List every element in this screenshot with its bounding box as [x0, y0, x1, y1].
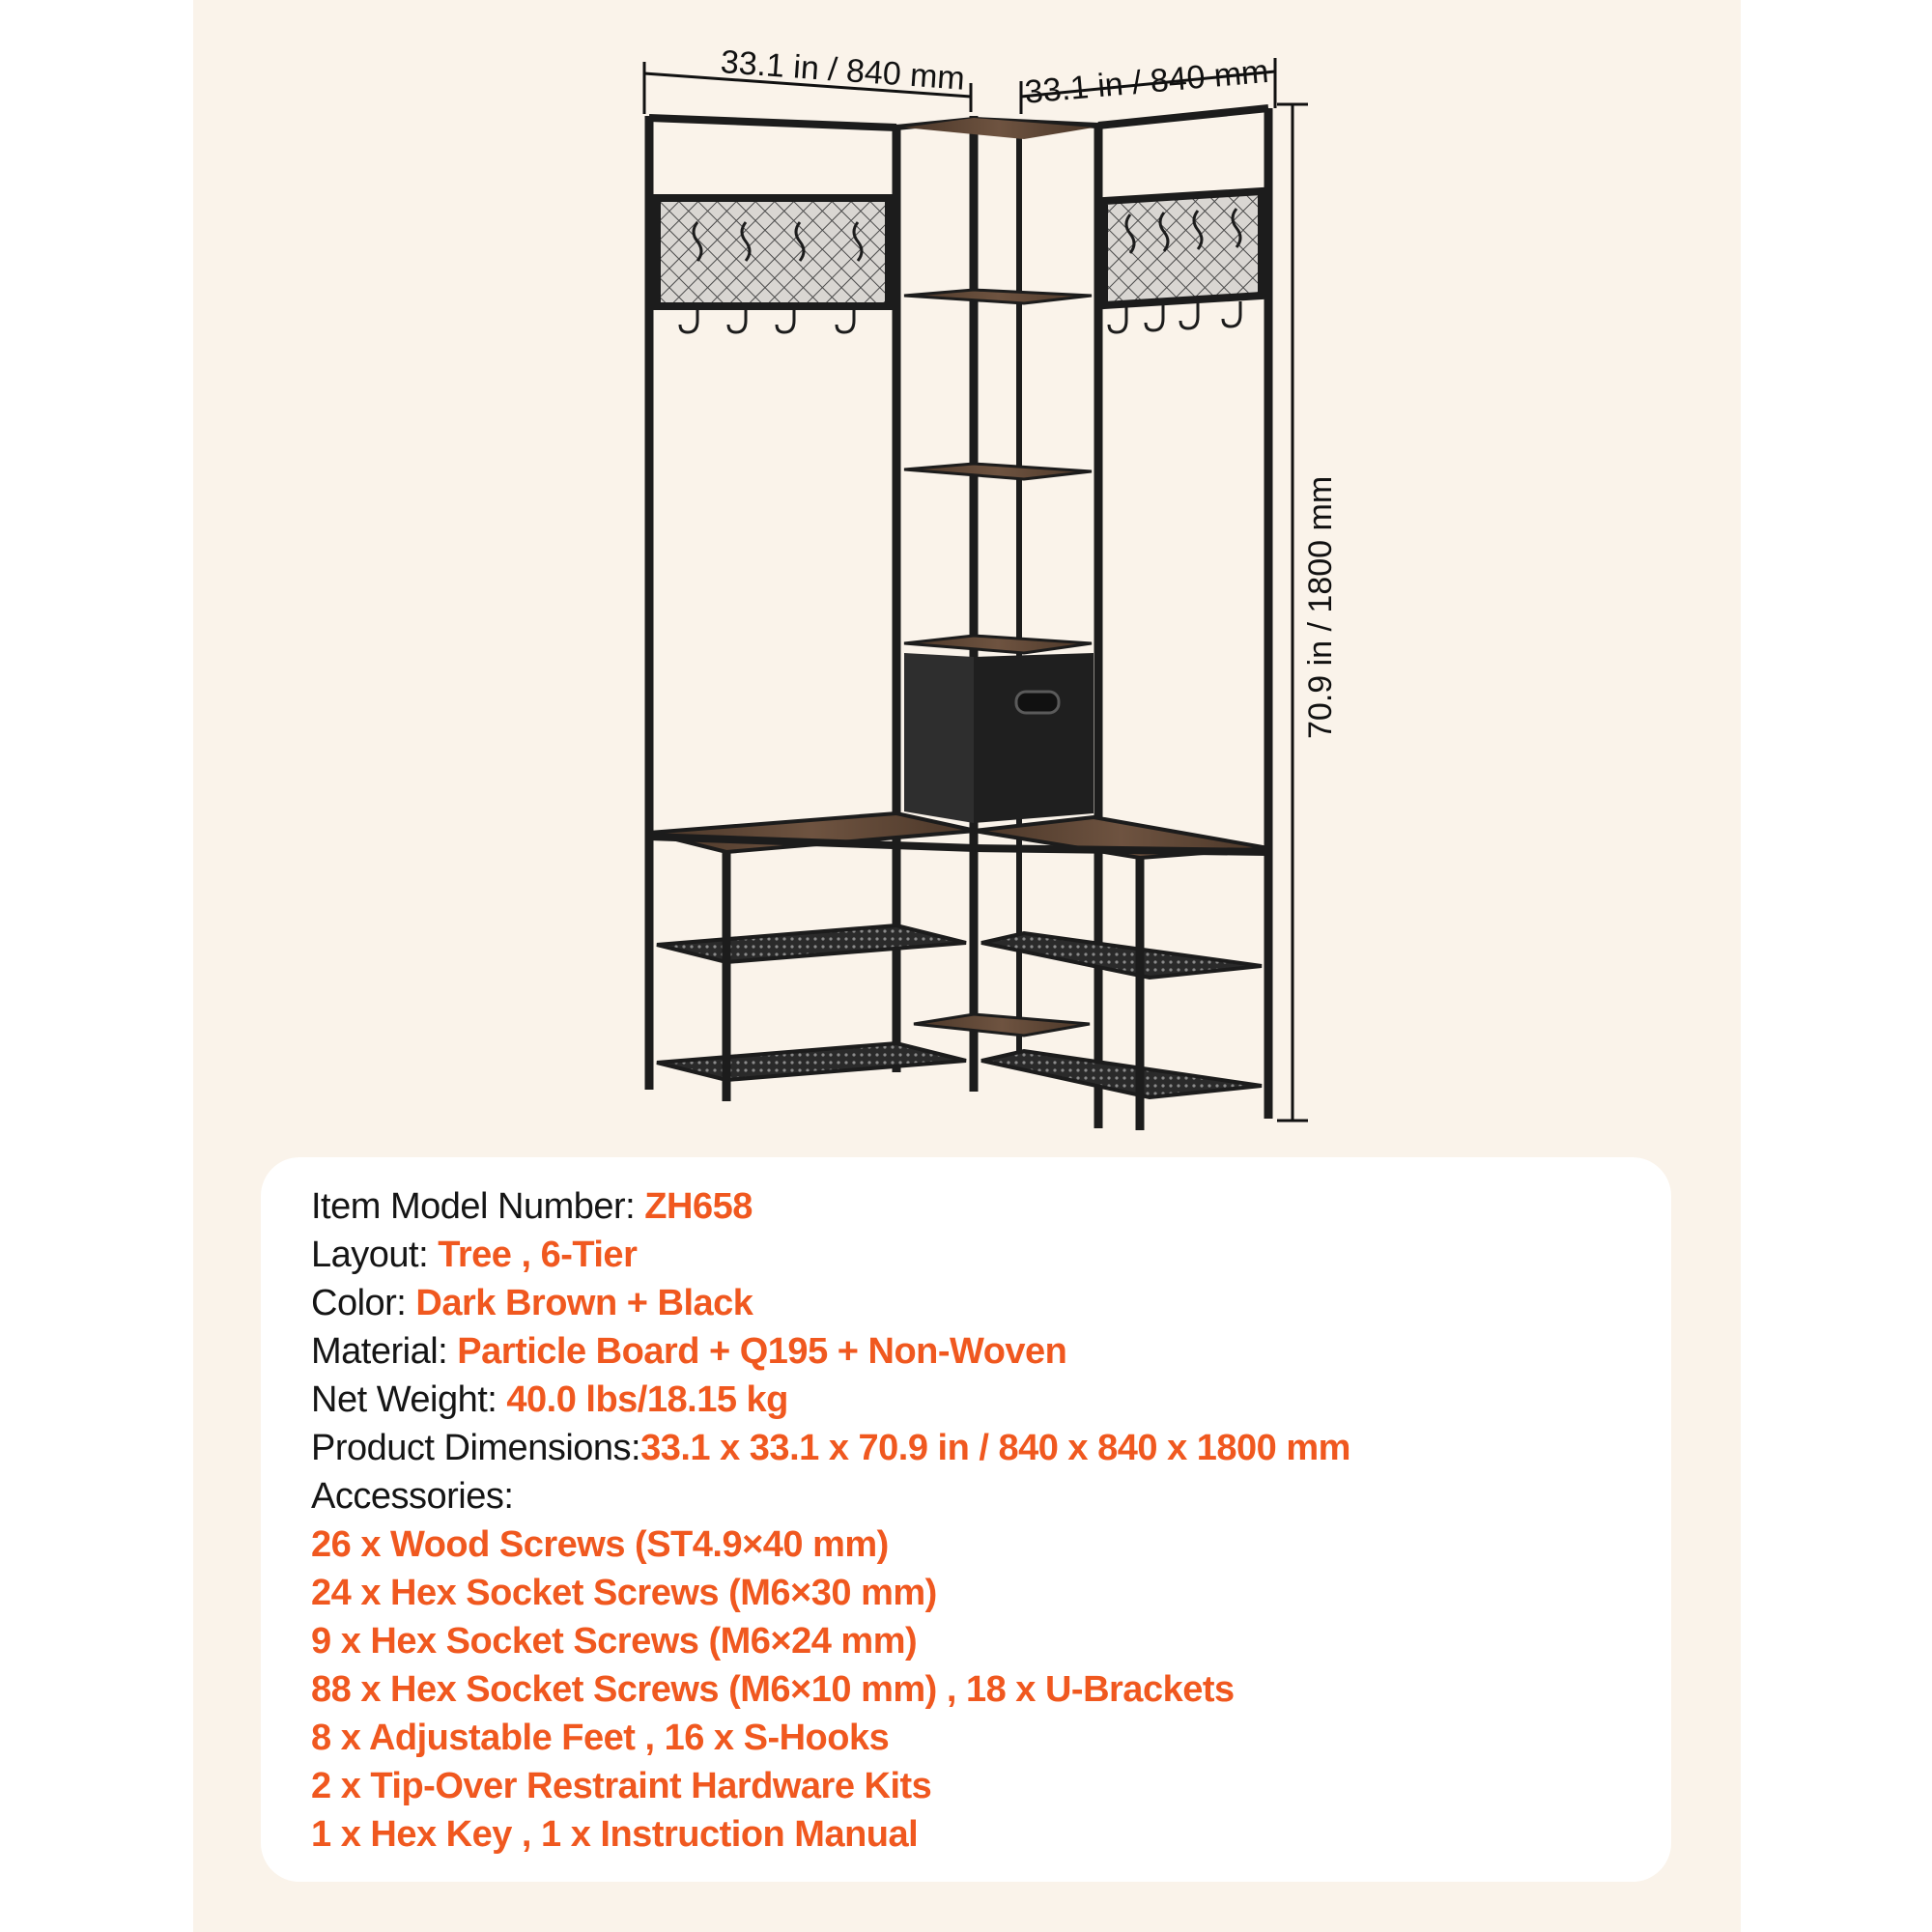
dimension-height [1277, 104, 1339, 1121]
dimension-height-label: 70.9 in / 1800 mm [1302, 475, 1339, 739]
accessory-item: 24 x Hex Socket Screws (M6×30 mm) [311, 1573, 937, 1613]
accessory-item: 2 x Tip-Over Restraint Hardware Kits [311, 1766, 932, 1806]
lower-mesh-shelves [657, 925, 1262, 1097]
left-mesh-panel [657, 198, 889, 306]
accessories-heading: Accessories: [311, 1476, 514, 1517]
accessory-item: 1 x Hex Key , 1 x Instruction Manual [311, 1814, 919, 1855]
spec-color: Color: Dark Brown + Black [311, 1283, 753, 1323]
spec-layout: Layout: Tree , 6-Tier [311, 1235, 638, 1275]
dimension-width-left-label: 33.1 in / 840 mm [719, 43, 966, 98]
lower-front-posts [726, 852, 1140, 1130]
fabric-storage-bin [904, 653, 1094, 823]
spec-net-weight: Net Weight: 40.0 lbs/18.15 kg [311, 1379, 788, 1420]
specifications-list [311, 1182, 1663, 1859]
spec-material: Material: Particle Board + Q195 + Non-Woven [311, 1331, 1067, 1372]
spec-model-number: Item Model Number: ZH658 [311, 1186, 753, 1227]
accessory-item: 88 x Hex Socket Screws (M6×10 mm) , 18 x U-Brackets [311, 1669, 1235, 1710]
spec-product-dimensions: Product Dimensions:33.1 x 33.1 x 70.9 in / 840 x 840 x 1800 mm [311, 1428, 1350, 1468]
right-mesh-panel [1104, 191, 1262, 305]
accessory-item: 8 x Adjustable Feet , 16 x S-Hooks [311, 1718, 890, 1758]
dimension-width-right-label: 33.1 in / 840 mm [1023, 52, 1270, 111]
dimension-width-right [1021, 53, 1275, 114]
accessory-item: 26 x Wood Screws (ST4.9×40 mm) [311, 1524, 889, 1565]
dimension-width-left [644, 43, 971, 114]
accessory-item: 9 x Hex Socket Screws (M6×24 mm) [311, 1621, 918, 1662]
